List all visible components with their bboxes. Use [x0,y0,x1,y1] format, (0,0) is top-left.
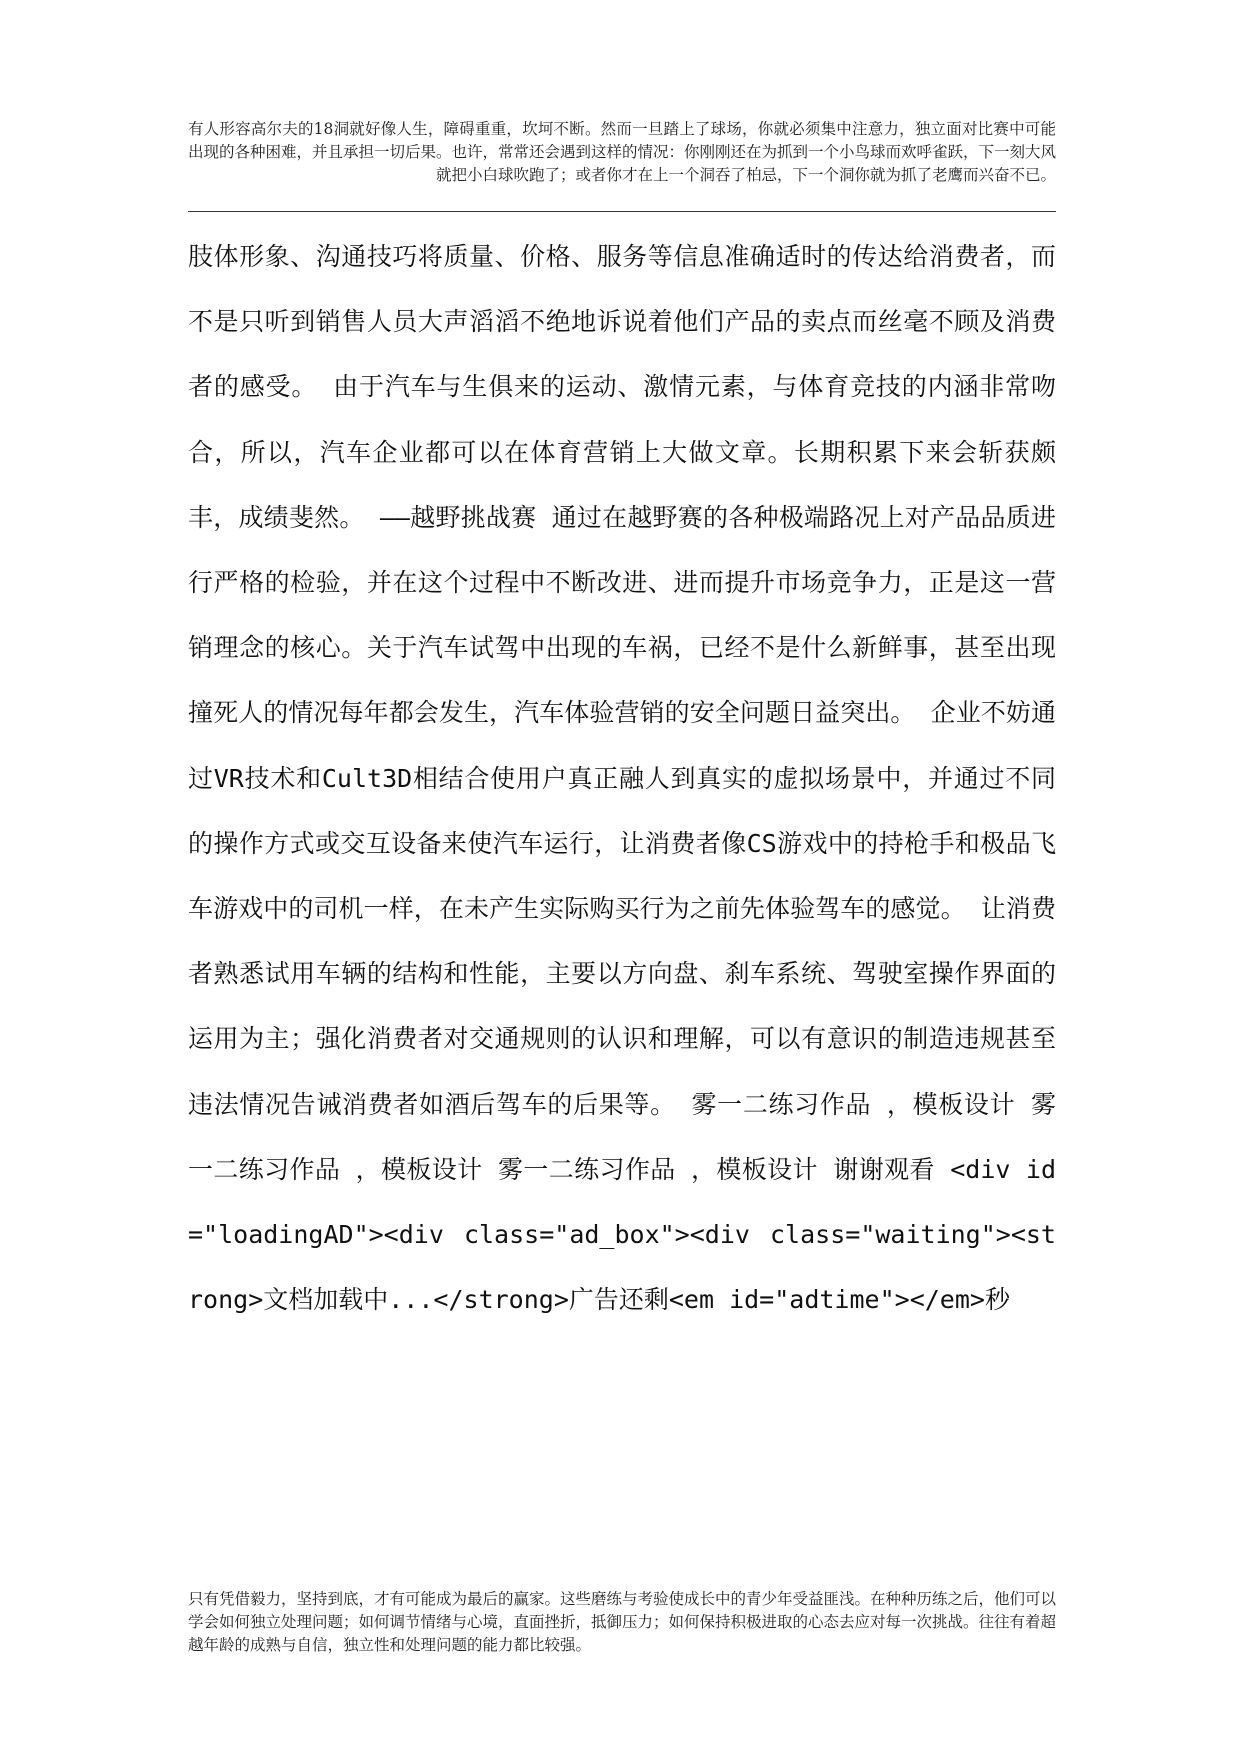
body-paragraph: 肢体形象、沟通技巧将质量、价格、服务等信息准确适时的传达给消费者，而不是只听到销售人员大声滔滔不绝地诉说着他们产品的卖点而丝毫不顾及消费者的感受。 由于汽车与生俱来的运动、激情元素，与体育竞技的内涵非常吻合，所以，汽车企业都可以在体育营销上大做文章。长期积累下来会斩获颇丰，成绩斐然。 ——越野挑战赛 通过在越野赛的各种极端路况上对产品品质进行严格的检验，并在这个过程中不断改进、进而提升市场竞争力，正是这一营销理念的核心。关于汽车试驾中出现的车祸，已经不是什么新鲜事，甚至出现撞死人的情况每年都会发生，汽车体验营销的安全问题日益突出。 企业不妨通过VR技术和Cult3D相结合使用户真正融人到真实的虚拟场景中，并通过不同的操作方式或交互设备来使汽车运行，让消费者像CS游戏中的持枪手和极品飞车游戏中的司机一样，在未产生实际购买行为之前先体验驾车的感觉。 让消费者熟悉试用车辆的结构和性能，主要以方向盘、刹车系统、驾驶室操作界面的运用为主；强化消费者对交通规则的认识和理解，可以有意识的制造违规甚至违法情况告诫消费者如酒后驾车的后果等。 雾一二练习作品 ，模板设计 雾一二练习作品 ，模板设计 雾一二练习作品 ，模板设计 谢谢观看 <div id="loadingAD"><div class="ad_box"><div class="waiting"><strong>文档加载中...</strong>广告还剩<em id="adtime"></em>秒 [188,242,1056,1315]
page-footer-quote: 只有凭借毅力，坚持到底，才有可能成为最后的赢家。这些磨练与考验使成长中的青少年受益匪浅。在种种历练之后，他们可以学会如何独立处理问题；如何调节情绪与心境，直面挫折，抵御压力；如何保持积极进取的心态去应对每一次挑战。往往有着超越年龄的成熟与自信，独立性和处理问题的能力都比较强。 [188,1590,1057,1654]
page-header-quote: 有人形容高尔夫的18洞就好像人生，障碍重重，坎坷不断。然而一旦踏上了球场，你就必须集中注意力，独立面对比赛中可能出现的各种困难，并且承担一切后果。也许，常常还会遇到这样的情况：你刚刚还在为抓到一个小鸟球而欢呼雀跃，下一刻大风就把小白球吹跑了；或者你才在上一个洞吞了柏忌，下一个洞你就为抓了老鹰而兴奋不已。 [188,120,1057,184]
header-divider [188,211,1056,212]
